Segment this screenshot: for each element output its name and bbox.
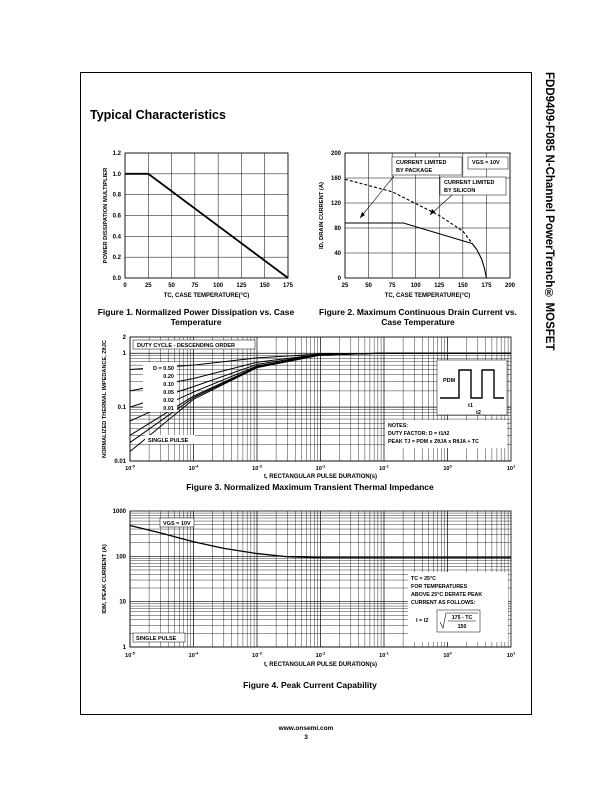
y-tick-label: 0.1: [117, 405, 126, 412]
x-tick-label: $10^1$: [506, 650, 516, 659]
figure-2-caption: Figure 2. Maximum Continuous Drain Current vs. Case Temperature: [319, 307, 517, 327]
x-tick-label: $10^{-1}$: [379, 463, 389, 472]
duty-cycle-label: 0.10: [163, 382, 174, 388]
y-tick-label: 0.8: [112, 192, 121, 199]
x-tick-label: 150: [259, 283, 270, 289]
y-axis-label: IDM, PEAK CURRENT (A): [102, 544, 108, 614]
y-tick-label: 160: [330, 176, 341, 182]
x-tick-label: $10^{-2}$: [315, 463, 326, 472]
x-tick-label: $10^{-3}$: [252, 650, 262, 659]
duty-cycle-label: 0.01: [163, 406, 174, 412]
derating-notes-box: [408, 572, 508, 642]
x-axis-label: TC, CASE TEMPERATURE(°C): [384, 293, 471, 299]
notes-text: PEAK TJ = PDM x ZθJA x RθJA + TC: [388, 439, 479, 445]
x-tick-label: $10^{-4}$: [188, 650, 199, 659]
x-tick-label: $10^{-3}$: [252, 463, 262, 472]
footer-url: www.onsemi.com: [278, 725, 334, 732]
x-tick-label: 25: [144, 283, 152, 289]
x-tick-label: 0: [123, 283, 127, 289]
y-tick-label: 1000: [112, 509, 126, 515]
y-tick-label: 120: [330, 201, 341, 207]
y-tick-label: 1: [122, 351, 126, 358]
formula-numerator: 175 - TC: [451, 615, 473, 621]
x-tick-label: $10^{-1}$: [379, 650, 389, 659]
duty-cycle-label: D = 0.50: [153, 366, 174, 372]
x-tick-label: $10^0$: [443, 650, 452, 659]
x-tick-label: 50: [168, 283, 175, 289]
x-tick-label: $10^{-4}$: [188, 463, 199, 472]
x-tick-label: 175: [282, 283, 294, 289]
section-title: Typical Characteristics: [90, 108, 226, 122]
figure-1-caption: Figure 1. Normalized Power Dissipation vs. Case Temperature: [97, 307, 295, 327]
vgs-label: VGS = 10V: [163, 521, 191, 527]
figure-4-caption: Figure 4. Peak Current Capability: [243, 680, 377, 690]
x-tick-label: 25: [341, 283, 349, 289]
pulse-t1-label: t1: [468, 403, 473, 409]
y-axis-label: ID, DRAIN CURRENT (A): [319, 182, 325, 249]
x-tick-label: 125: [434, 283, 445, 289]
figure-3-caption: Figure 3. Normalized Maximum Transient Thermal Impedance: [186, 482, 434, 492]
y-tick-label: 100: [115, 554, 126, 561]
x-tick-label: 50: [365, 283, 372, 289]
x-tick-label: $10^{-5}$: [125, 650, 135, 659]
duty-cycle-label: 0.02: [163, 398, 174, 404]
x-tick-label: 100: [410, 283, 421, 289]
x-tick-label: 150: [457, 283, 468, 289]
y-tick-label: 0.6: [112, 213, 121, 220]
derating-note-text: CURRENT AS FOLLOWS:: [411, 600, 476, 606]
annotation-text: CURRENT LIMITED: [396, 160, 447, 166]
y-tick-label: 0.01: [114, 459, 126, 465]
y-tick-label: 1: [122, 645, 126, 651]
x-tick-label: $10^1$: [506, 463, 516, 472]
y-tick-label: 1.2: [112, 151, 121, 157]
legend-title: DUTY CYCLE - DESCENDING ORDER: [137, 343, 235, 349]
formula-lhs: I = I2: [416, 618, 429, 624]
derating-note-text: FOR TEMPERATURES: [411, 584, 468, 590]
y-tick-label: 0: [337, 276, 341, 282]
pdm-label: PDM: [443, 378, 456, 384]
derating-note-text: TC = 25°C: [411, 576, 436, 582]
y-tick-label: 2: [122, 335, 126, 341]
x-axis-label: TC, CASE TEMPERATURE(°C): [163, 293, 250, 299]
annotation-text: BY PACKAGE: [396, 168, 433, 174]
y-tick-label: 0.2: [112, 255, 121, 262]
x-tick-label: 175: [481, 283, 492, 289]
duty-cycle-label: 0.20: [163, 374, 174, 380]
x-tick-label: 75: [191, 283, 199, 289]
x-axis-label: t, RECTANGULAR PULSE DURATION(s): [263, 662, 378, 668]
x-tick-label: 75: [388, 283, 396, 289]
derating-note-text: ABOVE 25°C DERATE PEAK: [411, 592, 483, 598]
y-tick-label: 0.0: [112, 276, 121, 282]
single-pulse-label: SINGLE PULSE: [136, 636, 177, 642]
y-axis-label: POWER DISSIPATION MULTIPLIER: [103, 167, 109, 264]
annotation-text: BY SILICON: [444, 188, 476, 194]
formula-denominator: 150: [457, 624, 467, 630]
device-title: FDD9409-F085 N-Channel PowerTrench® MOSFET: [543, 72, 555, 351]
page-number: 3: [304, 734, 308, 741]
annotation-text: VGS = 10V: [472, 160, 500, 166]
x-tick-label: 200: [504, 283, 516, 289]
y-axis-label: NORMALIZED THERMAL IMPEDANCE, ZθJC: [102, 340, 108, 458]
duty-cycle-label: 0.05: [163, 390, 174, 396]
single-pulse-label: SINGLE PULSE: [148, 438, 189, 444]
x-axis-label: t, RECTANGULAR PULSE DURATION(s): [263, 474, 378, 480]
y-tick-label: 200: [330, 151, 341, 157]
y-tick-label: 80: [334, 226, 341, 232]
x-tick-label: 100: [213, 283, 224, 289]
y-tick-label: 1.0: [112, 171, 121, 178]
annotation-text: CURRENT LIMITED: [444, 180, 495, 186]
x-tick-label: $10^{-2}$: [315, 650, 326, 659]
y-tick-label: 10: [119, 599, 126, 606]
x-tick-label: $10^{-5}$: [125, 463, 135, 472]
y-tick-label: 40: [334, 251, 341, 257]
pulse-t2-label: t2: [476, 410, 481, 416]
x-tick-label: $10^0$: [443, 463, 452, 472]
notes-text: NOTES:: [388, 423, 409, 429]
notes-text: DUTY FACTOR: D = t1/t2: [388, 431, 450, 437]
x-tick-label: 125: [236, 283, 247, 289]
y-tick-label: 0.4: [112, 234, 121, 241]
